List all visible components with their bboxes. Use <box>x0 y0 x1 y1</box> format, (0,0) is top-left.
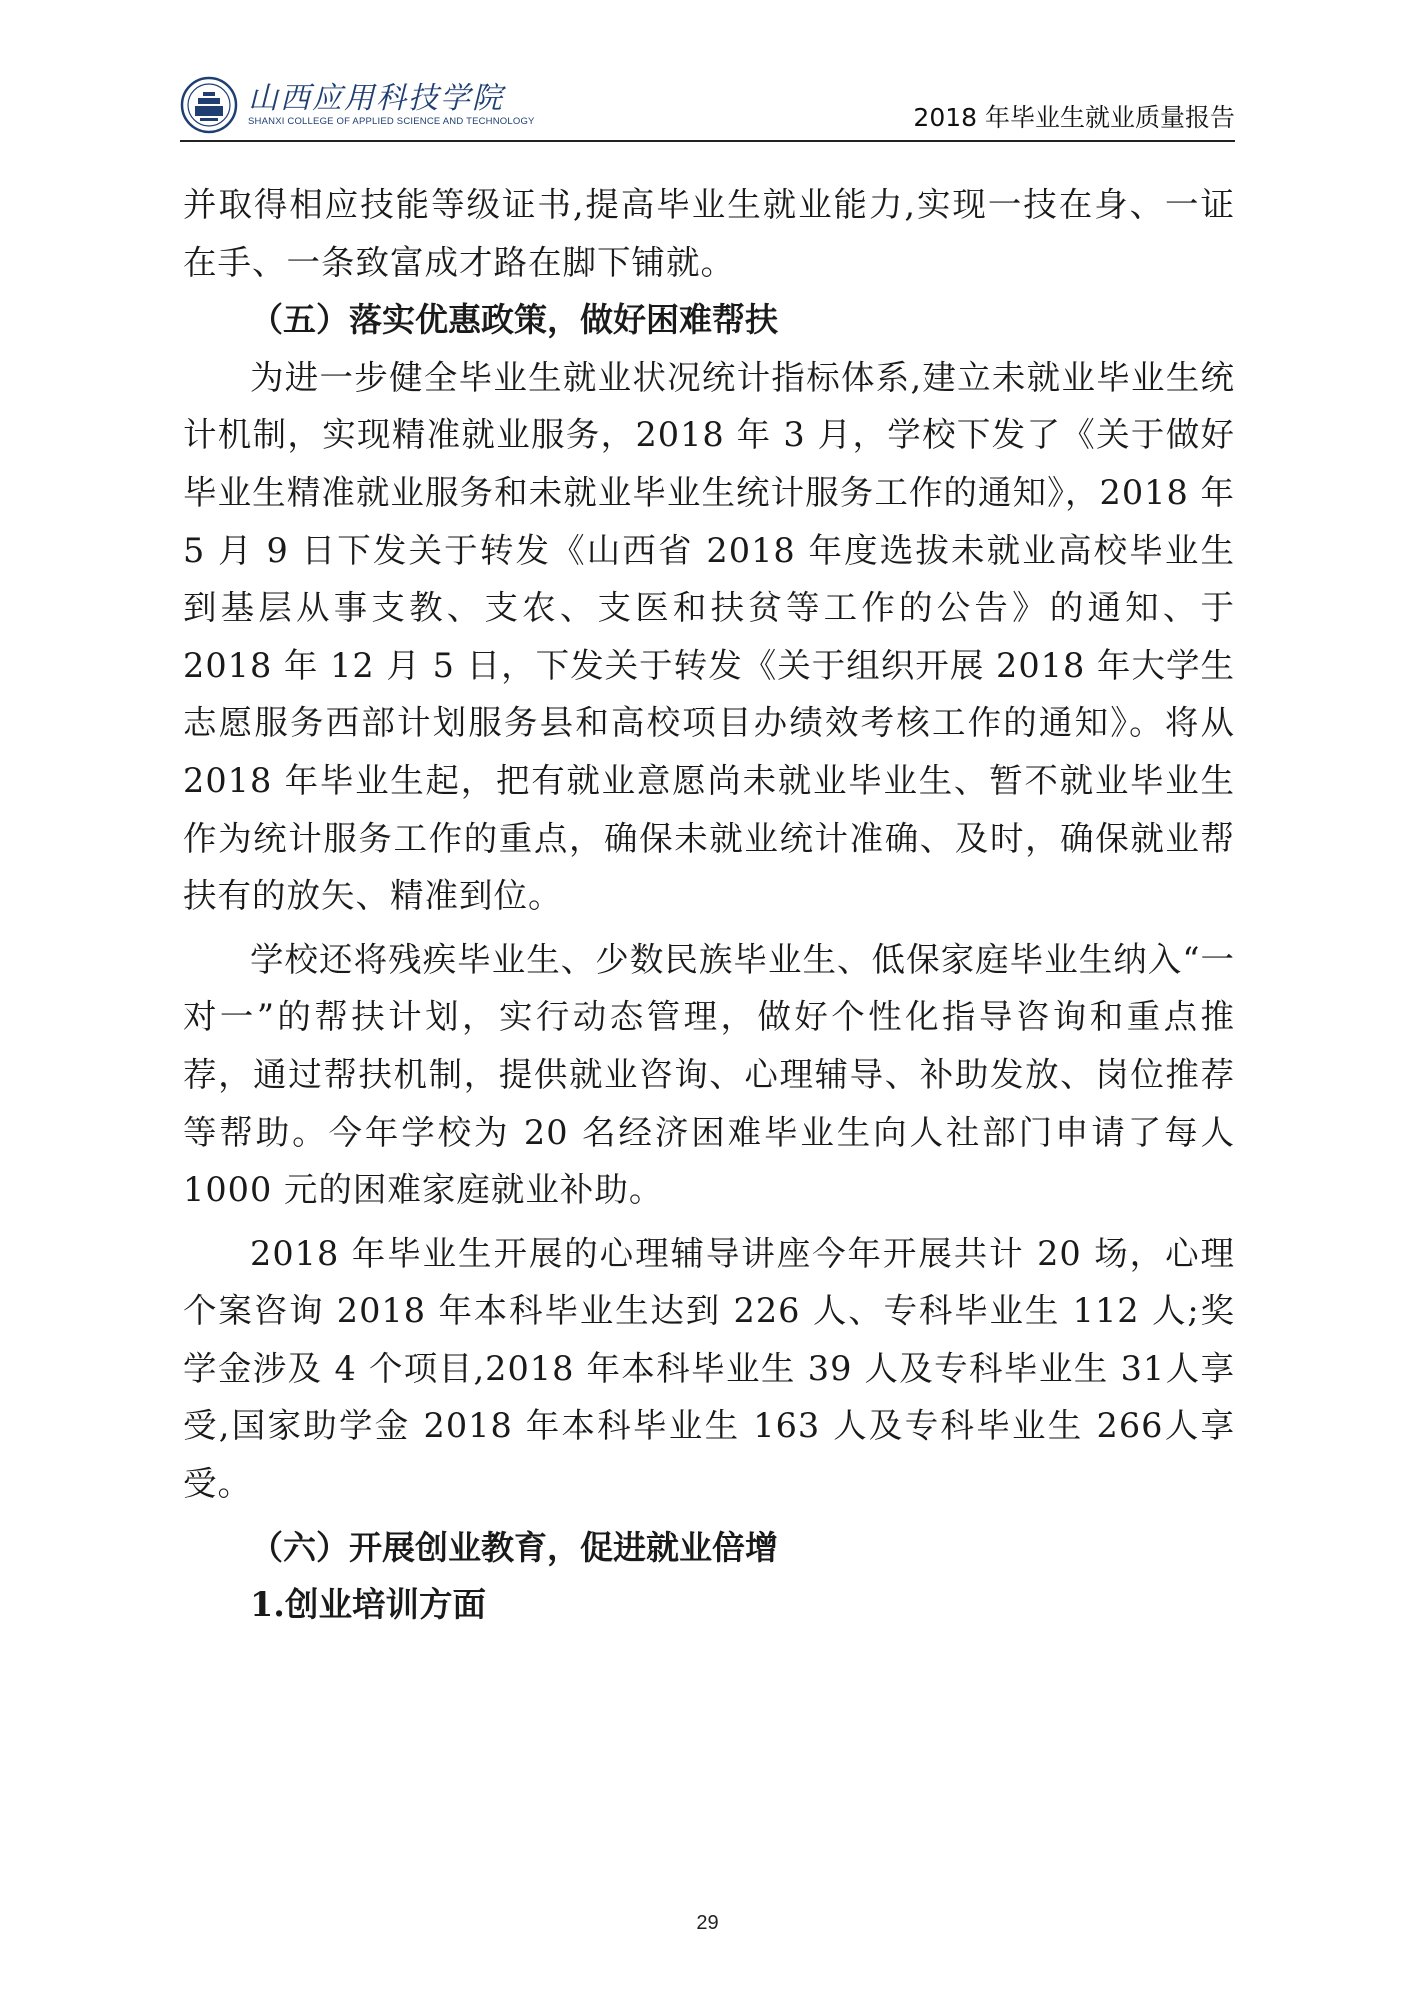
subsection-heading-1: 1.创业培训方面 <box>250 1585 486 1625</box>
logo-chinese-name: 山西应用科技学院 <box>248 81 504 116</box>
college-emblem-icon <box>180 76 238 134</box>
paragraph-counseling: 2018 年毕业生开展的心理辅导讲座今年开展共计 20 场，心理个案咨询 2018 年本科毕业生达到 226 人、专科毕业生 112 人;奖学金涉及 4 个项目,2018 年本科毕业生 39 人及专科毕业生 31人享受,国家助学金 2018 年本科毕业生 163 人及专科毕业生 266人享受。 <box>183 1233 1235 1504</box>
page-number: 29 <box>696 1912 719 1934</box>
section-heading-6: （六）开展创业教育，促进就业倍增 <box>250 1527 778 1567</box>
paragraph-continued: 并取得相应技能等级证书,提高毕业生就业能力,实现一技在身、一证在手、一条致富成才路在脚下铺就。 <box>183 185 1235 282</box>
section-heading-5: （五）落实优惠政策，做好困难帮扶 <box>250 300 778 340</box>
paragraph-statistics: 为进一步健全毕业生就业状况统计指标体系,建立未就业毕业生统计机制，实现精准就业服务，2018 年 3 月，学校下发了《关于做好毕业生精准就业服务和未就业毕业生统计服务工作的通知》，2018 年 5 月 9 日下发关于转发《山西省 2018 年度选拔未就业高校毕业生到基层从事支教、支农、支医和扶贫等工作的公告》的通知、于 2018 年 12 月 5 日，下发关于转发《关于组织开展 2018 年大学生志愿服务西部计划服务县和高校项目办绩效考核工作的通知》。将从 2018 年毕业生起，把有就业意愿尚未就业毕业生、暂不就业毕业生作为统计服务工作的重点，确保未就业统计准确、及时，确保就业帮扶有的放矢、精准到位。 <box>183 357 1235 916</box>
college-logo <box>180 76 535 134</box>
page-header <box>180 76 1235 138</box>
logo-english-name: SHANXI COLLEGE OF APPLIED SCIENCE AND TECHNOLOGY <box>248 116 535 127</box>
report-title: 2018 年毕业生就业质量报告 <box>913 103 1235 132</box>
page-body <box>183 176 1235 1634</box>
paragraph-assistance: 学校还将残疾毕业生、少数民族毕业生、低保家庭毕业生纳入“一对一”的帮扶计划，实行动态管理，做好个性化指导咨询和重点推荐，通过帮扶机制，提供就业咨询、心理辅导、补助发放、岗位推荐等帮助。今年学校为 20 名经济困难毕业生向人社部门申请了每人 1000 元的困难家庭就业补助。 <box>183 939 1235 1210</box>
header-divider <box>180 140 1235 142</box>
